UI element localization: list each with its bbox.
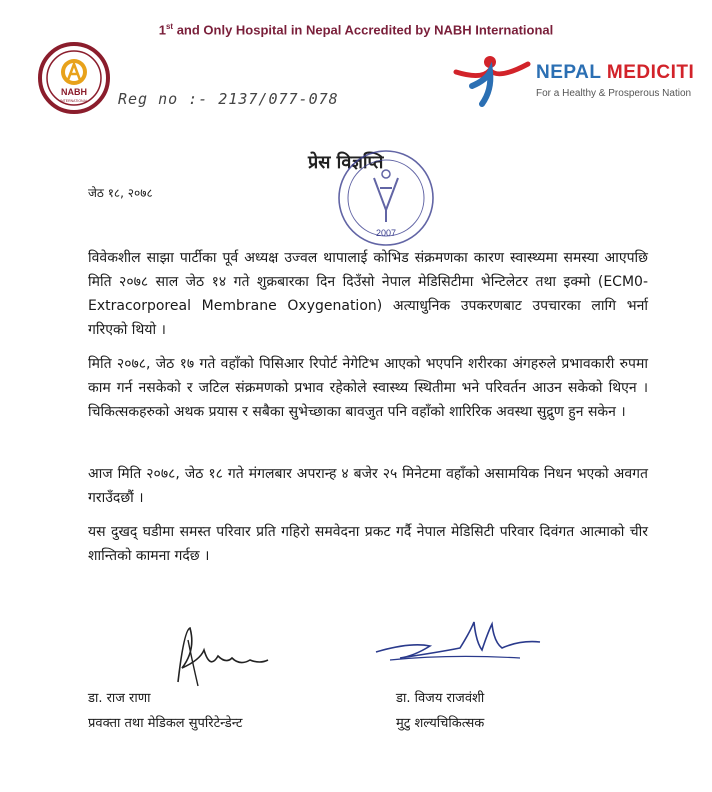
brand-name: NEPAL MEDICITI: [536, 62, 695, 83]
signatory-1-designation: प्रवक्ता तथा मेडिकल सुपरिटेन्डेन्ट: [88, 716, 243, 731]
mediciti-logo-icon: [452, 50, 532, 110]
signature-raj-rana: [170, 620, 280, 690]
signatory-1-name: डा. राज राणा: [88, 691, 151, 706]
hospital-stamp: [336, 148, 436, 248]
brand-tagline: For a Healthy & Prosperous Nation: [536, 88, 692, 99]
nabh-logo: [38, 42, 110, 114]
registration-number: Reg no :- 2137/077-078: [118, 90, 339, 108]
signature-bijay-rajbanshi: [370, 612, 550, 672]
paragraph-1: विवेकशील साझा पार्टीका पूर्व अध्यक्ष उज्वल थापालाई कोभिड संक्रमणका कारण स्वास्थ्यमा समस्या आएपछि मिति २०७८ साल जेठ १४ गते शुक्रबारका दिन दिउँसो नेपाल मेडिसिटीमा भेन्टिलेटर तथा इक्मो (ECM0- Extracorporeal Membrane Oxygenation) अत्याधुनिक उपकरणबाट उपचारका लागि भर्ना गरिएको थियो ।: [88, 250, 648, 338]
paragraph-3: आज मिति २०७८, जेठ १८ गते मंगलबार अपरान्ह ४ बजेर २५ मिनेटमा वहाँको असामयिक निधन भएको अवगत गराउँदछौं ।: [88, 466, 648, 506]
nabh-logo-text: NABH: [61, 87, 87, 97]
stamp-year: 2007: [375, 228, 397, 238]
paragraph-4: यस दुखद् घडीमा समस्त परिवार प्रति गहिरो समवेदना प्रकट गर्दै नेपाल मेडिसिटी परिवार दिवंगत आत्माको चीर शान्तिको कामना गर्दछ ।: [88, 524, 648, 564]
signatory-2-name: डा. विजय राजवंशी: [396, 691, 485, 706]
document-date: जेठ १८, २०७८: [88, 186, 153, 200]
accreditation-line: 1st and Only Hospital in Nepal Accredited by NABH International: [158, 22, 554, 38]
page-title: प्रेस विज्ञप्ति: [308, 152, 384, 173]
nabh-logo-sub: INTERNATIONAL: [60, 99, 88, 103]
paragraph-2: मिति २०७८, जेठ १७ गते वहाँको पिसिआर रिपोर्ट नेगेटिभ आएको भएपनि शरीरका अंगहरुले प्रभावकारी रुपमा काम गर्न नसकेको र जटिल संक्रमणको प्रभाव रहेकोले स्वास्थ्य स्थितीमा भने परिवर्तन आउन सकेको थिएन । चिकित्सकहरुको अथक प्रयास र सबैका सुभेच्छाका बावजुत पनि वहाँको शारिरिक अवस्था सुद्रुण हुन सकेन ।: [88, 356, 648, 420]
signatory-2-designation: मुटु शल्यचिकित्सक: [396, 716, 485, 731]
